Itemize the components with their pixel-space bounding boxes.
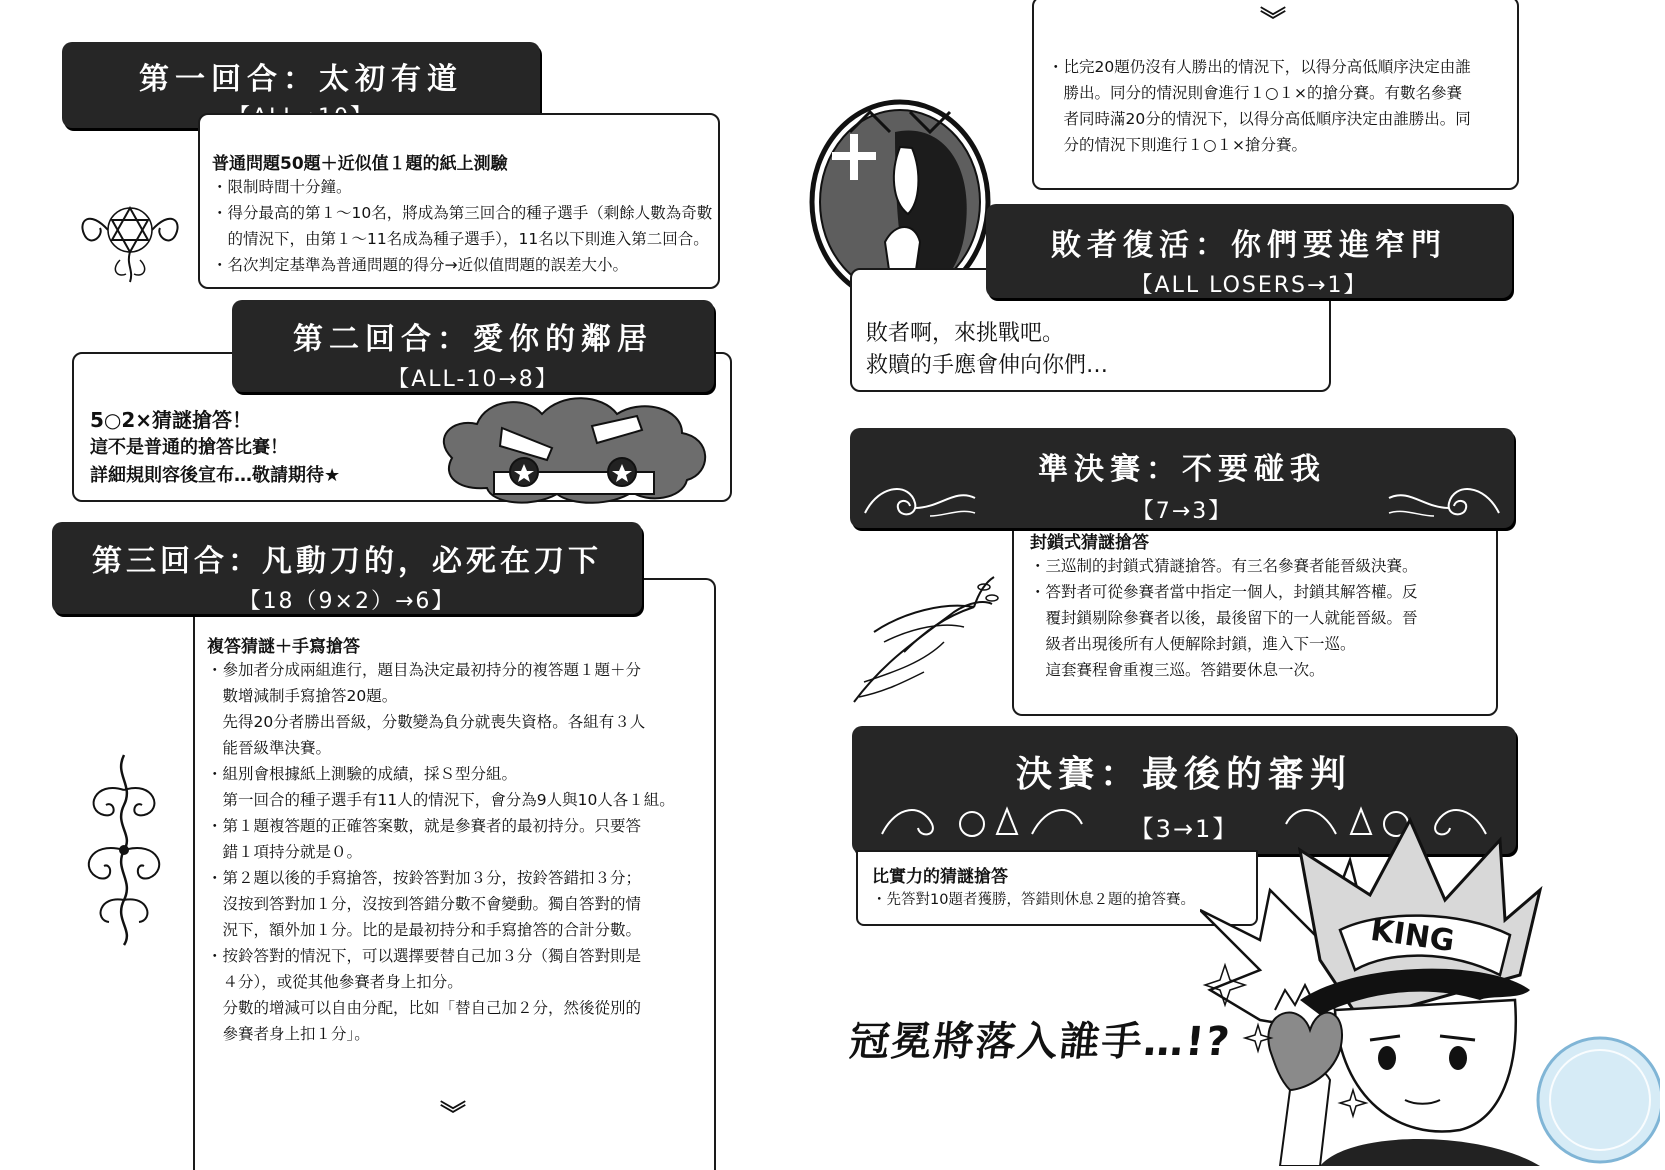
revival-line: 救贖的手應會伸向你們… bbox=[866, 353, 1109, 378]
round3-item: ・第２題以後的手寫搶答，按鈴答對加３分，按鈴答錯扣３分； bbox=[207, 869, 642, 887]
round3-title: 第三回合：凡動刀的，必死在刀下 bbox=[92, 544, 602, 579]
round3-item: 能晉級準決賽。 bbox=[207, 739, 332, 757]
round2-banner bbox=[232, 300, 714, 392]
scroll-flourish-left-icon bbox=[860, 468, 980, 523]
revival-sub: 【ALL LOSERS→1】 bbox=[1130, 273, 1368, 298]
hat-king-text: KING bbox=[1368, 912, 1457, 960]
round3-item: ・第１題複答題的正確答案數，就是參賽者的最初持分。只要答 bbox=[207, 817, 642, 835]
continued-item: ・比完20題仍沒有人勝出的情況下，以得分高低順序決定由誰 bbox=[1048, 58, 1471, 76]
round2-line: 詳細規則容後宣布…敬請期待★ bbox=[90, 465, 341, 486]
round2-line: 這不是普通的搶答比賽！ bbox=[90, 437, 288, 458]
semifinal-sub: 【7→3】 bbox=[1131, 499, 1233, 524]
round1-box bbox=[198, 113, 720, 289]
round1-item: 的情況下，由第１～11名成為種子選手），11名以下則進入第二回合。 bbox=[212, 230, 709, 248]
continued-item: 勝出。同分的情況則會進行１○１×的搶分賽。有數名參賽 bbox=[1048, 84, 1463, 102]
continue-arrow-icon: ︾ bbox=[1260, 6, 1287, 36]
round3-item: ・按鈴答對的情況下，可以選擇要替自己加３分（獨自答對則是 bbox=[207, 947, 642, 965]
final-item: ・先答對10題者獲勝，答錯則休息２題的搶答賽。 bbox=[872, 892, 1195, 908]
star-ornament-icon bbox=[70, 190, 190, 285]
round1-item: ・得分最高的第１～10名，將成為第三回合的種子選手（剩餘人數為奇數 bbox=[212, 204, 713, 222]
semifinal-item: 級者出現後所有人便解除封鎖，進入下一巡。 bbox=[1030, 635, 1356, 653]
semifinal-item: ・答對者可從參賽者當中指定一個人，封鎖其解答權。反 bbox=[1030, 583, 1418, 601]
semifinal-banner bbox=[850, 428, 1514, 528]
semifinal-box bbox=[1012, 500, 1498, 716]
buzzer-hands-illustration-icon bbox=[432, 388, 714, 508]
round1-title: 第一回合：太初有道 bbox=[139, 62, 463, 97]
round3-item: 錯１項持分就是０。 bbox=[207, 843, 363, 861]
round3-banner bbox=[52, 522, 642, 614]
final-heading: 比實力的猜謎搶答 bbox=[872, 867, 1008, 887]
continue-arrow-icon: ︾ bbox=[440, 1100, 467, 1130]
round3-item: 參賽者身上扣１分」。 bbox=[207, 1025, 370, 1043]
round3-item: ・參加者分成兩組進行，題目為決定最初持分的複答題１題＋分 bbox=[207, 661, 642, 679]
round1-heading: 普通問題50題＋近似值１題的紙上測驗 bbox=[212, 154, 508, 174]
round2-line: 5○2×猜謎搶答！ bbox=[90, 408, 253, 432]
right-page bbox=[830, 0, 1665, 1170]
semifinal-item: 覆封鎖剔除參賽者以後，最後留下的一人就能晉級。晉 bbox=[1030, 609, 1418, 627]
round2-sub: 【ALL-10→8】 bbox=[387, 367, 559, 392]
round3-item: 況下，額外加１分。比的是最初持分和手寫搶答的合計分數。 bbox=[207, 921, 642, 939]
round3-box bbox=[193, 578, 716, 1170]
semifinal-item: ・三巡制的封鎖式猜謎搶答。有三名參賽者能晉級決賽。 bbox=[1030, 557, 1418, 575]
round3-item: ・組別會根據紙上測驗的成績，採Ｓ型分組。 bbox=[207, 765, 518, 783]
round3-item: 分數的增減可以自由分配，比如「替自己加２分，然後從別的 bbox=[207, 999, 642, 1017]
semifinal-title: 準決賽：不要碰我 bbox=[1038, 452, 1326, 487]
filigree-ornament-icon bbox=[74, 750, 174, 950]
round3-item: 先得20分者勝出晉級，分數變為負分就喪失資格。各組有３人 bbox=[207, 713, 646, 731]
final-box bbox=[856, 850, 1258, 926]
round3-item: 數增減制手寫搶答20題。 bbox=[207, 687, 398, 705]
round3-item: ４分），或從其他參賽者身上扣分。 bbox=[207, 973, 463, 991]
dove-with-olive-branch-icon bbox=[844, 572, 1004, 722]
round1-item: ・限制時間十分鐘。 bbox=[212, 178, 352, 196]
continued-item: 分的情況下則進行１○１×搶分賽。 bbox=[1048, 136, 1308, 154]
round2-title: 第二回合：愛你的鄰居 bbox=[293, 322, 653, 357]
final-title: 決賽：最後的審判 bbox=[1015, 754, 1352, 795]
revival-banner bbox=[986, 204, 1512, 298]
revival-line: 敗者啊，來挑戰吧。 bbox=[866, 321, 1065, 346]
final-sub: 【3→1】 bbox=[1129, 815, 1239, 843]
round3-item: 第一回合的種子選手有11人的情況下，會分為9人與10人各１組。 bbox=[207, 791, 675, 809]
round1-item: ・名次判定基準為普通問題的得分→近似值問題的誤差大小。 bbox=[212, 256, 628, 274]
king-character-illustration-icon bbox=[1200, 800, 1660, 1166]
revival-title: 敗者復活：你們要進窄門 bbox=[1051, 228, 1447, 263]
round3-heading: 複答猜謎＋手寫搶答 bbox=[207, 637, 360, 657]
continued-item: 者同時滿20分的情況下，以得分高低順序決定由誰勝出。同 bbox=[1048, 110, 1471, 128]
round3-sub: 【18（9×2）→6】 bbox=[238, 589, 456, 614]
tagline: 冠冕將落入誰手…!? bbox=[847, 1019, 1234, 1065]
semifinal-item: 這套賽程會重複三巡。答錯要休息一次。 bbox=[1030, 661, 1325, 679]
left-page bbox=[0, 0, 830, 1170]
round3-item: 沒按到答對加１分，沒按到答錯分數不會變動。獨自答對的情 bbox=[207, 895, 642, 913]
semifinal-heading: 封鎖式猜謎搶答 bbox=[1030, 533, 1149, 553]
scroll-flourish-right-icon bbox=[1384, 468, 1504, 523]
